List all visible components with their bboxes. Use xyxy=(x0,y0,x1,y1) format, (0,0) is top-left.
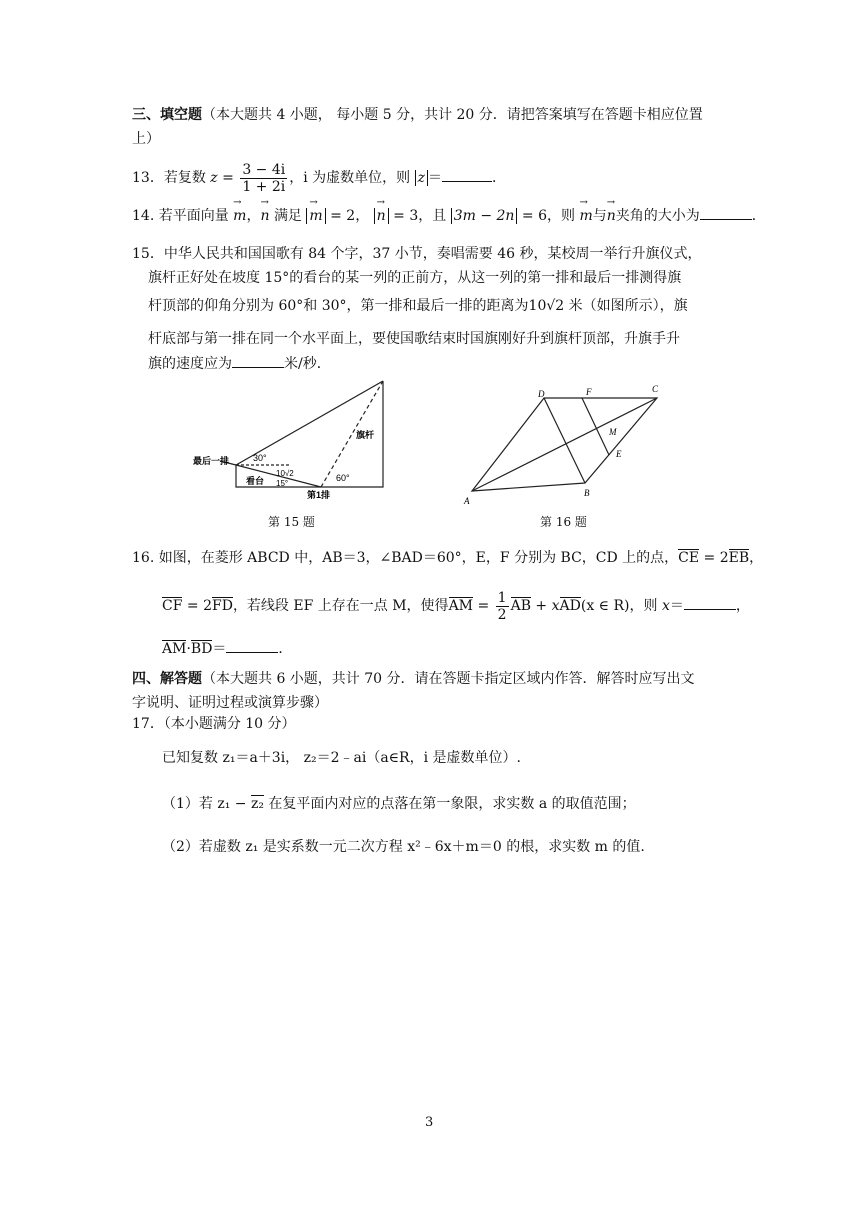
q17-conj-z2: z₂ xyxy=(250,796,264,812)
fig15-first-row-label: 第1排 xyxy=(307,490,331,500)
q17-p1a: （1）若 z₁ − xyxy=(162,796,251,812)
q16-end3: ． xyxy=(278,641,293,657)
q16-answer-blank-dot[interactable] xyxy=(226,638,278,653)
section-3-heading xyxy=(132,105,703,125)
q17-p1b: 在复平面内对应的点落在第一象限，求实数 a 的取值范围； xyxy=(263,796,636,812)
q14-abs-n: → n xyxy=(377,206,386,226)
q15-l3c: 米（如图所示），旗 xyxy=(564,298,688,314)
figure-16-caption: 第 16 题 xyxy=(540,515,587,529)
figure-15-diagram xyxy=(190,375,390,500)
q14-abs-m: → m xyxy=(309,206,322,226)
q14-t4: = 6，则 xyxy=(517,208,575,224)
fig16-segment-ef xyxy=(582,398,609,455)
q15-answer-blank[interactable] xyxy=(232,353,284,368)
fig15-angle-30: 30° xyxy=(253,453,267,463)
q16-eq4: ＝ xyxy=(669,598,684,614)
q13-answer-blank[interactable] xyxy=(442,167,492,182)
q16-eq5: ＝ xyxy=(212,641,227,657)
q13-var: z xyxy=(210,170,218,186)
fig15-pole-label: 旗杆 xyxy=(356,430,375,440)
q13-eq2: ＝ xyxy=(428,170,443,186)
fig16-label-f: F xyxy=(586,387,592,397)
q16-half-den: 2 xyxy=(497,606,507,623)
q14-t2: = 2， xyxy=(325,208,370,224)
section-3-intro-cont: 上） xyxy=(132,131,160,147)
q16-x2: x xyxy=(661,598,670,614)
section-4-intro: （本大题共 6 小题，共计 70 分．请在答题卡指定区域内作答．解答时应写出文 xyxy=(202,671,695,687)
q16-line-1 xyxy=(132,548,763,568)
figure-15-caption: 第 15 题 xyxy=(268,515,315,529)
q16-line-2 xyxy=(162,588,750,624)
q16-x: x xyxy=(551,598,560,614)
q17-part-1 xyxy=(162,794,636,814)
q14-comma: ， xyxy=(246,208,261,224)
q16-eq3: = xyxy=(473,598,494,614)
q16-vec-ad: AD xyxy=(559,598,581,614)
fig15-distance: 10√2 xyxy=(276,469,294,478)
q17-part-2: （2）若虚数 z₁ 是实系数一元二次方程 x²﹣6x＋m＝0 的根，求实数 m 的值. xyxy=(162,839,645,855)
fig15-stand-label: 看台 xyxy=(246,476,265,486)
q16-vec-eb: EB xyxy=(728,550,750,566)
fig15-angle-60: 60° xyxy=(336,473,350,483)
section-3-title: 三、填空题 xyxy=(132,107,202,123)
q14-vec-m2: → m xyxy=(579,206,592,226)
q16-eq2: = 2 xyxy=(182,598,212,614)
q14-t6: 夹角的大小为 xyxy=(615,208,700,224)
q13-abs: z xyxy=(415,170,428,186)
q14-end: ． xyxy=(751,208,766,224)
fig16-label-d: D xyxy=(538,389,545,399)
q17-statement: 已知复数 z₁＝a＋3i， z₂＝2﹣ai（a∈R，i 是虚数单位）. xyxy=(162,750,521,766)
q16-vec-bd: BD xyxy=(190,641,213,657)
section-4-heading xyxy=(132,669,695,689)
fig16-label-a: A xyxy=(464,496,470,506)
section-3-intro: （本大题共 4 小题， 每小题 5 分，共计 20 分．请把答案填写在答题卡相应位置 xyxy=(202,107,703,123)
fig16-label-c: C xyxy=(652,384,659,394)
q16-dot: · xyxy=(186,641,191,657)
q14-t1: 满足 xyxy=(273,208,302,224)
q15-l5a: 旗的速度应为 xyxy=(148,356,232,372)
q14-vec-m: → m xyxy=(233,206,246,226)
fig16-label-e: E xyxy=(616,449,622,459)
q15-l5b: 米/秒． xyxy=(284,356,331,372)
q13-denominator: 1 + 2i xyxy=(242,178,286,195)
q16-eq1: = 2 xyxy=(699,550,729,566)
q16-vec-am: AM xyxy=(448,598,474,614)
q15-line-4: 杆底部与第一排在同一个水平面上，要使国歌结束时国旗刚好升到旗杆顶部，升旗手升 xyxy=(148,331,680,347)
q16-half xyxy=(496,590,509,623)
q14-answer-blank[interactable] xyxy=(700,205,752,220)
q16-plus: + xyxy=(530,598,552,614)
q13-fraction xyxy=(240,162,287,195)
section-4-intro-cont: 字说明、证明过程或演算步骤） xyxy=(132,695,328,711)
question-13 xyxy=(132,160,506,196)
q13-numerator: 3 − 4i xyxy=(242,161,286,178)
q17-heading: 17．（本小题满分 10 分） xyxy=(132,716,296,732)
question-14 xyxy=(132,205,766,226)
figure-16-diagram xyxy=(460,380,700,510)
q14-vec-n: → n xyxy=(260,206,269,226)
q16-vec-fd: FD xyxy=(211,598,233,614)
fig15-angle-15: 15° xyxy=(276,479,289,488)
q15-line-1: 15．中华人民共和国国歌有 84 个字，37 小节，奏唱需要 46 秒，某校周一举行升旗仪式， xyxy=(132,246,702,262)
q14-t5: 与 xyxy=(592,208,607,224)
q16-l1: 16. 如图，在菱形 ABCD 中，AB＝3，∠BAD＝60°，E，F 分别为 BC，CD 上的点， xyxy=(132,550,679,566)
q16-vec-ce: CE xyxy=(678,550,700,566)
q16-vec-cf: CF xyxy=(162,598,183,614)
q16-vec-ab: AB xyxy=(510,598,531,614)
q14-label: 14. 若平面向量 xyxy=(132,208,229,224)
fig16-diagonal-bd xyxy=(544,398,585,483)
fig15-last-row-label: 最后一排 xyxy=(193,456,230,466)
q16-end1: ， xyxy=(749,550,764,566)
q15-line-2: 旗杆正好处在坡度 15°的看台的某一列的正前方，从这一列的第一排和最后一排测得旗 xyxy=(148,270,682,286)
q13-end: ． xyxy=(492,170,507,186)
q13-label: 13．若复数 xyxy=(132,170,206,186)
fig16-diagonal-ac xyxy=(472,398,657,491)
q16-end2: ， xyxy=(735,598,750,614)
q14-vec-n2: → n xyxy=(607,206,616,226)
q14-abs-expr: 3m − 2n xyxy=(451,208,518,224)
page-number: 3 xyxy=(425,1115,434,1130)
q14-t3: = 3，且 xyxy=(388,208,447,224)
fig16-label-b: B xyxy=(584,488,590,498)
q16-answer-blank-x[interactable] xyxy=(684,595,736,610)
fig16-label-m: M xyxy=(609,427,617,437)
q15-l3a: 杆顶部的仰角分别为 60°和 30°，第一排和最后一排的距离为 xyxy=(148,298,529,314)
q16-line-3 xyxy=(162,638,292,659)
q15-line-5 xyxy=(148,353,331,374)
q15-l3b: 10√2 xyxy=(528,298,565,314)
q16-mid: ，若线段 EF 上存在一点 M，使得 xyxy=(232,598,449,614)
q16-cond: (x ∈ R)，则 xyxy=(580,598,662,614)
q13-mid: ，i 为虚数单位，则 xyxy=(289,170,411,186)
q16-vec-am2: AM xyxy=(162,641,187,657)
q16-half-num: 1 xyxy=(497,589,507,606)
q13-eq: = xyxy=(217,170,239,186)
section-4-title: 四、解答题 xyxy=(132,671,202,687)
q15-line-3 xyxy=(148,296,688,316)
